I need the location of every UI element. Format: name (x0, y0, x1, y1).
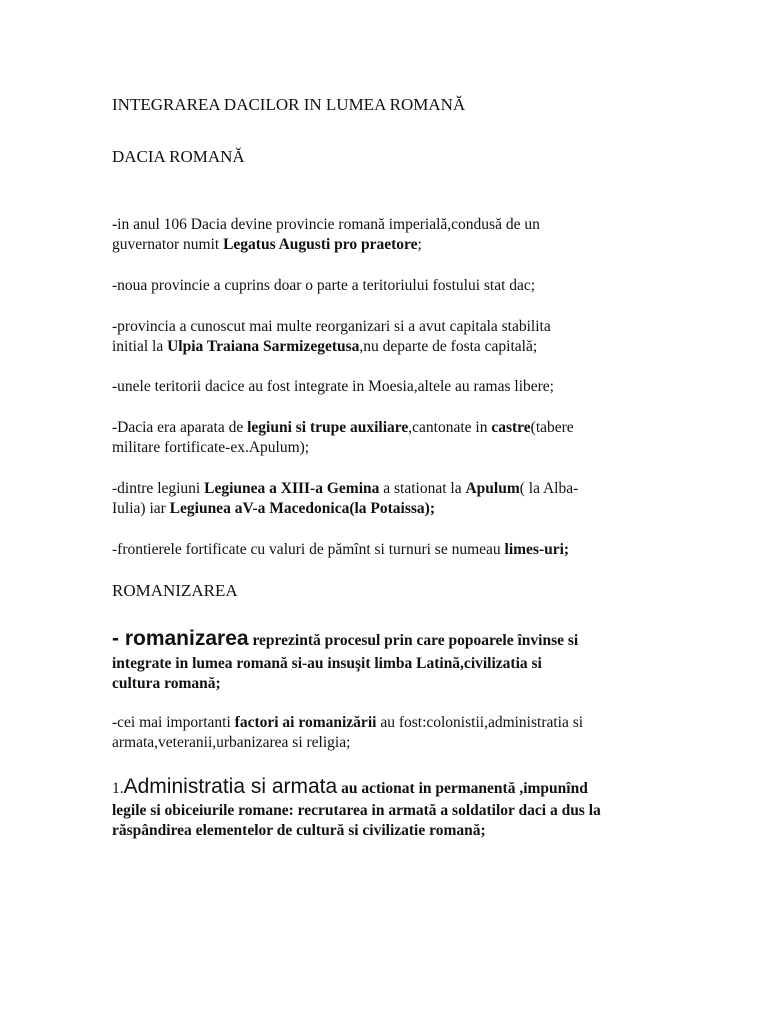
large-term: Administratia si armata (123, 775, 338, 798)
bold-term: reprezintă procesul prin care popoarele învinse si (248, 632, 579, 649)
paragraph-9-line-2: armata,veteranii,urbanizarea si religia; (112, 734, 351, 751)
bold-term: Legiunea a XIII-a Gemina (204, 480, 380, 497)
paragraph-5-line-2: militare fortificate-ex.Apulum); (112, 439, 310, 456)
paragraph-8-line-1 (112, 626, 578, 654)
text-run: a stationat la (379, 480, 466, 497)
paragraph-8-line-2 (112, 654, 542, 674)
text-run: -Dacia era aparata de (112, 419, 248, 436)
bold-term: Legatus Augusti pro praetore (223, 236, 418, 253)
section-heading-dacia-romana: DACIA ROMANĂ (112, 147, 245, 166)
text-run: au fost:colonistii,administratia si (376, 714, 584, 731)
bold-term: limes-uri; (504, 541, 570, 558)
text-run: guvernator numit (112, 236, 224, 253)
bold-term: răspândirea elementelor de cultură si civilizatie romană; (112, 822, 486, 839)
document-title: INTEGRAREA DACILOR IN LUMEA ROMANĂ (112, 95, 466, 114)
paragraph-1-line-2 (112, 235, 422, 255)
bold-term: legile si obiceiurile romane: recrutarea in armată a soldatilor daci a dus la (112, 802, 601, 819)
bold-term: Legiunea aV-a Macedonica(la Potaissa); (169, 500, 436, 517)
paragraph-10-line-3 (112, 821, 486, 841)
bold-term: legiuni si trupe auxiliare (247, 419, 409, 436)
text-run: ,nu departe de fosta capitală; (359, 338, 538, 355)
section-heading-romanizarea: ROMANIZAREA (112, 581, 238, 600)
paragraph-6-line-2 (112, 499, 435, 519)
text-run: -cei mai importanti (112, 714, 235, 731)
list-number: 1. (112, 780, 124, 797)
paragraph-4: -unele teritorii dacice au fost integrate in Moesia,altele au ramas libere; (112, 378, 554, 395)
paragraph-2: -noua provincie a cuprins doar o parte a teritoriului fostului stat dac; (112, 277, 536, 294)
bold-term: Ulpia Traiana Sarmizegetusa (167, 338, 360, 355)
text-run: ( la Alba- (519, 480, 579, 497)
paragraph-6-line-1 (112, 479, 578, 499)
paragraph-10-line-2 (112, 801, 601, 821)
bold-term: au actionat in permanentă ,impunînd (337, 780, 588, 797)
bold-term: cultura romană; (112, 675, 221, 692)
text-run: in anul 106 Dacia devine provincie romană imperială,condusă de un (117, 216, 540, 233)
bold-term: Apulum (465, 480, 520, 497)
text-run: ,cantonate in (408, 419, 492, 436)
bold-term: integrate in lumea romană si-au insuşit limba Latină,civilizatia si (112, 655, 542, 672)
paragraph-10-line-1 (112, 774, 588, 802)
paragraph-8-line-3 (112, 674, 221, 694)
text-run: (tabere (530, 419, 574, 436)
text-run: ; (417, 236, 422, 253)
paragraph-3-line-2 (112, 337, 537, 357)
text-run: -dintre legiuni (112, 480, 205, 497)
bold-large-term: - romanizarea (112, 627, 249, 650)
paragraph-9-line-1 (112, 713, 583, 733)
text-run: Iulia) iar (112, 500, 170, 517)
paragraph-7 (112, 540, 569, 560)
paragraph-3-line-1: -provincia a cunoscut mai multe reorganizari si a avut capitala stabilita (112, 318, 551, 335)
text-run: -frontierele fortificate cu valuri de pămînt si turnuri se numeau (112, 541, 505, 558)
dash-mark: - (112, 216, 118, 233)
text-run: initial la (112, 338, 168, 355)
bold-term: factori ai romanizării (234, 714, 377, 731)
paragraph-1-line-1 (112, 215, 540, 235)
bold-term: castre (491, 419, 531, 436)
paragraph-5-line-1 (112, 418, 574, 438)
